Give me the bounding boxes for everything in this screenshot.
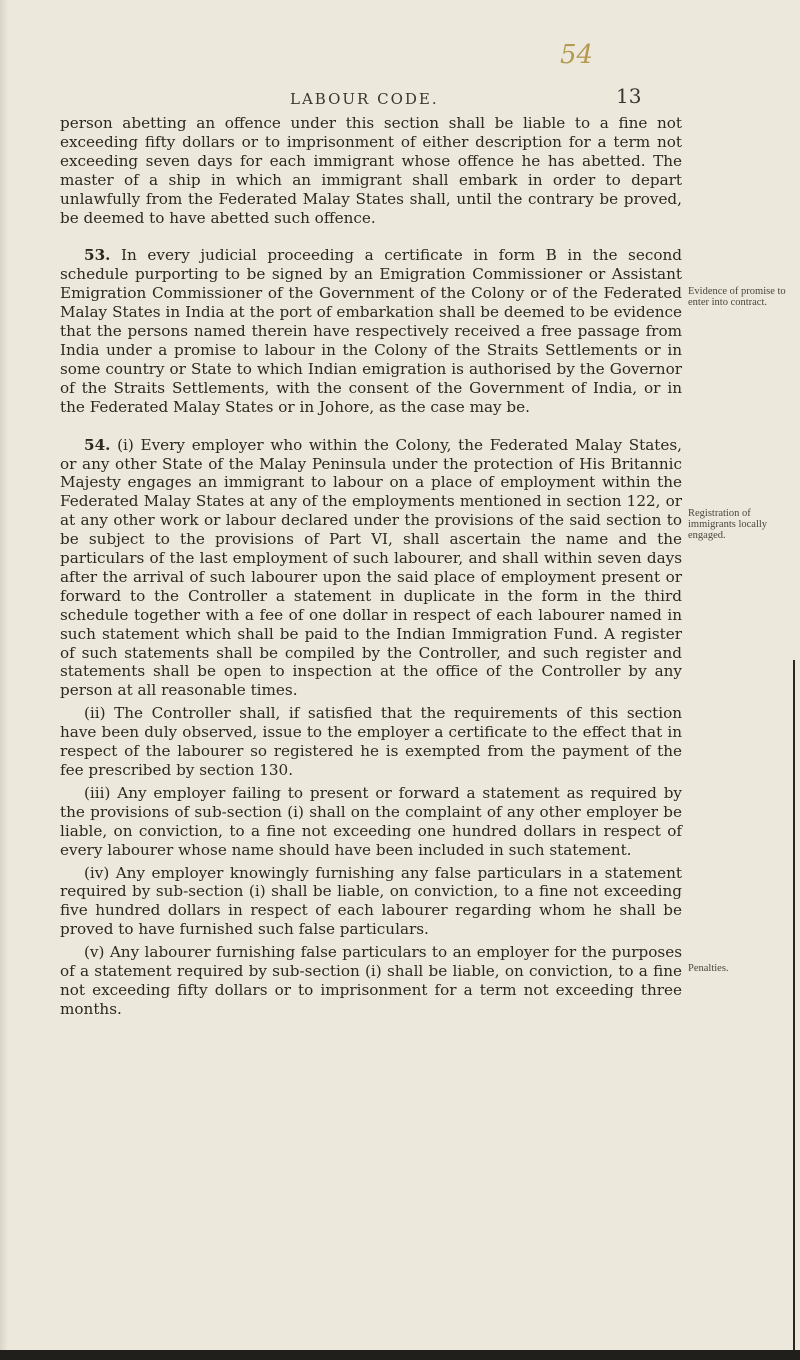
marginal-note-penalties: Penalties.: [688, 963, 729, 974]
scan-bottom-edge: [0, 1350, 800, 1360]
handwritten-annotation: 54: [560, 40, 594, 70]
scan-edge-rule: [793, 660, 795, 1350]
body-text: [60, 114, 682, 1019]
section-54-iii: (iii) Any employer failing to present or forward a statement as required by the provisions of sub-section (i) shall on the complaint of any other employer be liable, on conviction, to a fine not exceeding one hundred dollars in respect of every labourer whose name should have been included in such statement.: [60, 783, 682, 859]
marginal-note-evidence: Evidence of promise to enter into contract.: [688, 286, 786, 308]
running-head: LABOUR CODE.: [290, 90, 439, 108]
page-number: 13: [616, 84, 642, 108]
section-number: 53.: [84, 246, 111, 265]
page-header: [0, 80, 800, 110]
section-54-iv: (iv) Any employer knowingly furnishing any false particulars in a statement required by sub-section (i) shall be liable, on conviction, to a fine not exceeding five hundred dollars in respect of each labourer regarding whom he shall be proved to have furnished such false particulars.: [60, 863, 682, 939]
section-54-ii: (ii) The Controller shall, if satisfied that the requirements of this section have been duly observed, issue to the employer a certificate to the effect that in respect of the labourer so registered he is exempted from the payment of the fee prescribed by section 130.: [60, 704, 682, 779]
page-edge-shadow: [0, 0, 8, 1360]
section-text: In every judicial proceeding a certificate in form B in the second schedule purporting to be signed by an Emigration Commissioner or Assistant Emigration Commissioner of the Government of the Colony or of the Federated Malay States in India at the port of embarkation shall be deemed to be evidence that the persons named therein have respectively received a free passage from India under a promise to labour in the Colony of the Straits Settlements or in some country or State to which Indian emigration is authorised by the Governor of the Straits Settlements, with the consent of the Government of India, or in the Federated Malay States or in Johore, as the case may be.: [60, 246, 682, 416]
section-text: (i) Every employer who within the Colony, the Federated Malay States, or any other State of the Malay Peninsula under the protection of His Britannic Majesty engages an immigrant to labour on a place of employment within the Federated Malay States at any of the employments mentioned in section 122, or at any other work or labour declared under the provisions of the said section to be subject to the provisions of Part VI, shall ascertain the name and the particulars of the last employment of such labourer, and shall within seven days after the arrival of such labourer upon the said place of employment present or forward to the Controller a statement in duplicate in the form in the third schedule together with a fee of one dollar in respect of each labourer named in such statement which shall be paid to the Indian Immigration Fund. A register of such statements shall be compiled by the Controller, and such register and statements shall be open to inspection at the office of the Controller by any person at all reasonable times.: [60, 435, 683, 700]
section-number: 54.: [84, 435, 111, 454]
section-54-v: (v) Any labourer furnishing false particulars to an employer for the purposes of a statement required by sub-section (i) shall be liable, on conviction, to a fine not exceeding fifty dollars or to imprisonment for a term not exceeding three months.: [60, 943, 682, 1018]
section-54-i: [60, 436, 682, 701]
paragraph-continuation: person abetting an offence under this section shall be liable to a fine not exceeding fifty dollars or to imprisonment of either description for a term not exceeding seven days for each immigrant whose offence he has abetted. The master of a ship in which an immigrant shall embark in order to depart unlawfully from the Federated Malay States shall, until the contrary be proved, be deemed to have abetted such offence.: [60, 114, 682, 227]
section-53: [60, 246, 682, 416]
marginal-note-registration: Registration of immigrants locally engaged.: [688, 508, 768, 541]
